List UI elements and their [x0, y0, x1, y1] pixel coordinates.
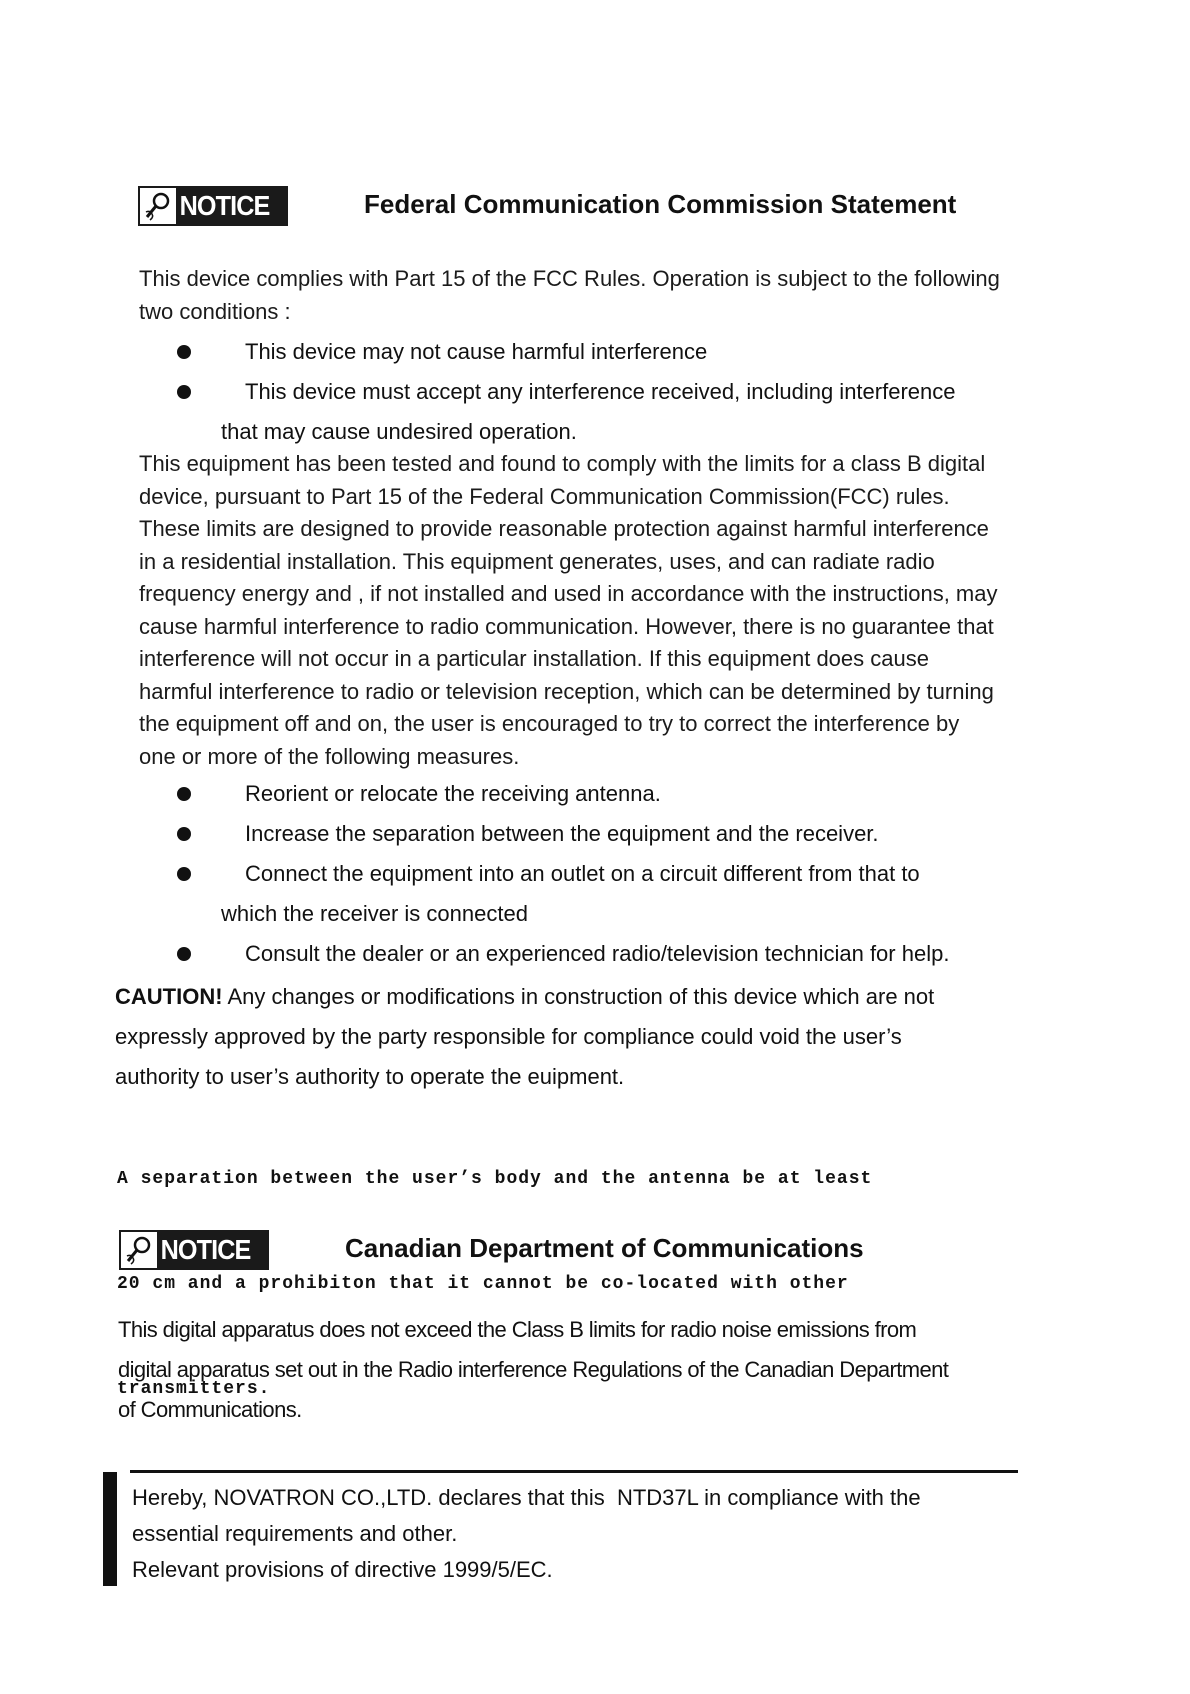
notice-label: NOTICE [160, 1234, 251, 1265]
caution-text: Any changes or modifications in construction of this device which are not [222, 984, 935, 1009]
list-item [139, 332, 1099, 372]
magnifier-hand-icon [140, 188, 176, 224]
fcc-body-line: harmful interference to radio or television reception, which can be determined by turning [139, 678, 994, 704]
caution-label: CAUTION! [115, 984, 223, 1009]
fcc-body-line: These limits are designed to provide reasonable protection against harmful interference [139, 516, 989, 541]
canada-line: of Communications. [118, 1397, 302, 1422]
fcc-title: Federal Communication Commission Statement [364, 189, 957, 219]
magnifier-hand-icon [121, 1232, 157, 1268]
fcc-body-line: cause harmful interference to radio communication. However, there is no guarantee that [139, 613, 994, 639]
notice-badge-fcc [138, 186, 288, 226]
condition-text: This device must accept any interference received, including interference [245, 379, 956, 404]
list-item [139, 372, 1099, 412]
canada-body [118, 1310, 1098, 1430]
fcc-conditions-list [139, 332, 1099, 452]
fcc-body-line: device, pursuant to Part 15 of the Federal Communication Commission(FCC) rules. [139, 483, 950, 509]
condition-text: This device may not cause harmful interference [245, 339, 708, 364]
caution-line [115, 977, 1095, 1017]
separation-line: transmitters. [117, 1379, 271, 1399]
canada-line: digital apparatus set out in the Radio interference Regulations of the Canadian Department [118, 1357, 949, 1382]
notice-badge-canada [119, 1230, 269, 1270]
list-item [139, 854, 1099, 894]
fcc-body [139, 448, 1099, 773]
fcc-body-line: interference will not occur in a particular installation. If this equipment does cause [139, 646, 929, 671]
notice-label: NOTICE [179, 190, 270, 221]
caution-line: authority to user’s authority to operate the euipment. [115, 1064, 625, 1089]
bullet-icon [177, 345, 191, 359]
declaration-text [132, 1480, 1032, 1588]
list-item [139, 774, 1099, 814]
measure-text: Connect the equipment into an outlet on a circuit different from that to [245, 861, 920, 886]
fcc-intro-line: two conditions : [139, 298, 291, 324]
fcc-body-line: This equipment has been tested and found to comply with the limits for a class B digital [139, 451, 986, 476]
bullet-icon [177, 947, 191, 961]
measure-text: Increase the separation between the equipment and the receiver. [245, 821, 879, 846]
declaration-top-rule [130, 1470, 1018, 1473]
caution-block [115, 977, 1095, 1097]
declaration-line: Hereby, NOVATRON CO.,LTD. declares that this NTD37L in compliance with the [132, 1485, 921, 1510]
bullet-icon [177, 867, 191, 881]
caution-line: expressly approved by the party responsible for compliance could void the user’s [115, 1024, 902, 1049]
declaration-side-bar [103, 1472, 117, 1586]
bullet-icon [177, 827, 191, 841]
fcc-body-line: one or more of the following measures. [139, 743, 520, 769]
canada-line: This digital apparatus does not exceed the Class B limits for radio noise emissions from [118, 1317, 917, 1342]
measure-text: Consult the dealer or an experienced radio/television technician for help. [245, 941, 950, 966]
fcc-body-line: in a residential installation. This equipment generates, uses, and can radiate radio [139, 548, 935, 574]
separation-line: A separation between the user’s body and the antenna be at least [117, 1169, 873, 1189]
measure-text: Reorient or relocate the receiving antenna. [245, 781, 661, 806]
canada-title: Canadian Department of Communications [345, 1233, 864, 1263]
bullet-icon [177, 385, 191, 399]
fcc-intro-line: This device complies with Part 15 of the FCC Rules. Operation is subject to the following [139, 266, 1000, 291]
measure-continuation: which the receiver is connected [221, 901, 528, 926]
bullet-icon [177, 787, 191, 801]
fcc-intro [139, 263, 1099, 328]
fcc-body-line: the equipment off and on, the user is encouraged to try to correct the interference by [139, 711, 960, 736]
separation-line: 20 cm and a prohibiton that it cannot be co-located with other [117, 1274, 849, 1294]
list-item [139, 934, 1099, 974]
list-item [139, 814, 1099, 854]
condition-continuation: that may cause undesired operation. [221, 419, 577, 444]
declaration-line: Relevant provisions of directive 1999/5/EC. [132, 1557, 553, 1582]
fcc-body-line: frequency energy and , if not installed and used in accordance with the instructions, may [139, 581, 998, 606]
fcc-measures-list [139, 774, 1099, 974]
declaration-line: essential requirements and other. [132, 1521, 458, 1546]
